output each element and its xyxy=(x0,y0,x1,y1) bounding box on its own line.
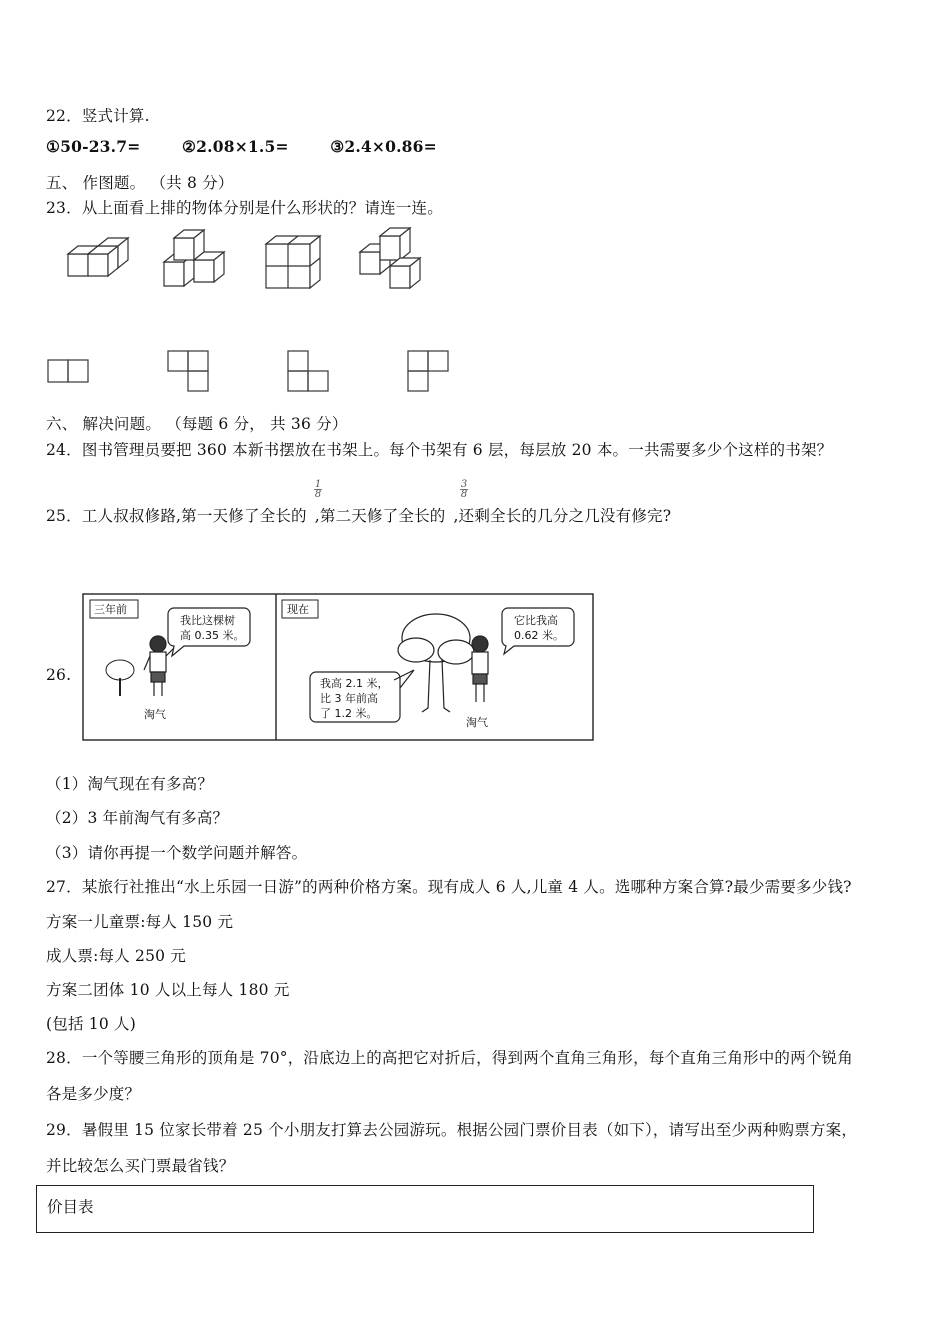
q27-line-4: 方案二团体 10 人以上每人 180 元 xyxy=(46,981,290,999)
q25-part2: ,第二天修了全长的 xyxy=(314,507,446,525)
q29-line-1: 29．暑假里 15 位家长带着 25 个小朋友打算去公园游玩。根据公园门票价目表（如下），请写出至少两种购票方案， xyxy=(46,1121,858,1139)
q26-sub-2: （2）3 年前淘气有多高？ xyxy=(46,809,229,827)
q26-label: 26. xyxy=(46,666,72,684)
section6-title: 六、 解决问题。 （每题 6 分， 共 36 分） xyxy=(46,415,348,433)
q27-line-3: 成人票:每人 250 元 xyxy=(46,947,187,965)
comic-left-bubble-1: 我比这棵树 xyxy=(180,614,235,627)
comic-right-bubble-2: 0.62 米。 xyxy=(514,629,564,642)
solid-2 xyxy=(164,230,224,286)
q28-line-1: 28．一个等腰三角形的顶角是 70°，沿底边上的高把它对折后，得到两个直角三角形，每个直角三角形中的两个锐角 xyxy=(46,1049,853,1067)
price-table-title: 价目表 xyxy=(47,1198,94,1216)
comic-right-bubble2-3: 了 1.2 米。 xyxy=(320,707,378,720)
q23-title: 23．从上面看上排的物体分别是什么形状的？请连一连。 xyxy=(46,199,443,217)
q23-solids xyxy=(60,228,440,298)
q25-part3: ,还剩全长的几分之几没有修完? xyxy=(453,507,672,525)
solid-4 xyxy=(360,228,420,288)
q22-items xyxy=(46,137,473,156)
comic-left-title: 三年前 xyxy=(94,603,127,616)
view-2 xyxy=(168,351,208,391)
q23-views xyxy=(44,348,464,398)
view-4 xyxy=(408,351,448,391)
q22-item-1: ①50-23.7= xyxy=(46,137,141,156)
price-table xyxy=(36,1185,814,1233)
q27-line-1: 27．某旅行社推出“水上乐园一日游”的两种价格方案。现有成人 6 人,儿童 4 人。选哪种方案合算?最少需要多少钱? xyxy=(46,878,852,896)
q26-comic xyxy=(82,588,594,742)
q22-item-2: ②2.08×1.5= xyxy=(182,137,289,156)
solid-3 xyxy=(266,236,320,288)
section5-title: 五、 作图题。 （共 8 分） xyxy=(46,174,234,192)
comic-left-name: 淘气 xyxy=(144,708,166,721)
q25-frac2-num: 3 xyxy=(460,479,468,490)
q25-frac2 xyxy=(459,480,469,499)
q27-line-2: 方案一儿童票:每人 150 元 xyxy=(46,913,234,931)
q25-frac1 xyxy=(313,480,323,499)
comic-right-bubble2-1: 我高 2.1 米， xyxy=(320,677,389,690)
q25-part1: 25．工人叔叔修路,第一天修了全长的 xyxy=(46,507,307,525)
q26-sub-3: （3）请你再提一个数学问题并解答。 xyxy=(46,844,308,862)
q26-sub-1: （1）淘气现在有多高？ xyxy=(46,775,214,793)
view-3 xyxy=(288,351,328,391)
q24-text: 24．图书管理员要把 360 本新书摆放在书架上。每个书架有 6 层，每层放 20 本。一共需要多少个这样的书架？ xyxy=(46,441,833,459)
comic-right-title: 现在 xyxy=(287,603,309,616)
view-1 xyxy=(48,360,88,382)
q25-frac1-num: 1 xyxy=(314,479,322,490)
solid-1 xyxy=(68,238,128,276)
q27-line-5: (包括 10 人) xyxy=(46,1015,136,1033)
q25-frac2-den: 8 xyxy=(460,489,468,500)
q22-title: 22．竖式计算. xyxy=(46,107,150,125)
q28-line-2: 各是多少度？ xyxy=(46,1085,141,1103)
comic-right-bubble-1: 它比我高 xyxy=(514,614,558,627)
q25-frac1-den: 8 xyxy=(314,489,322,500)
comic-right-bubble2-2: 比 3 年前高 xyxy=(320,692,378,705)
q22-item-3: ③2.4×0.86= xyxy=(330,137,437,156)
q29-line-2: 并比较怎么买门票最省钱？ xyxy=(46,1157,235,1175)
comic-right-name: 淘气 xyxy=(466,716,488,729)
comic-left-bubble-2: 高 0.35 米。 xyxy=(180,629,245,642)
q25-text xyxy=(46,504,671,526)
